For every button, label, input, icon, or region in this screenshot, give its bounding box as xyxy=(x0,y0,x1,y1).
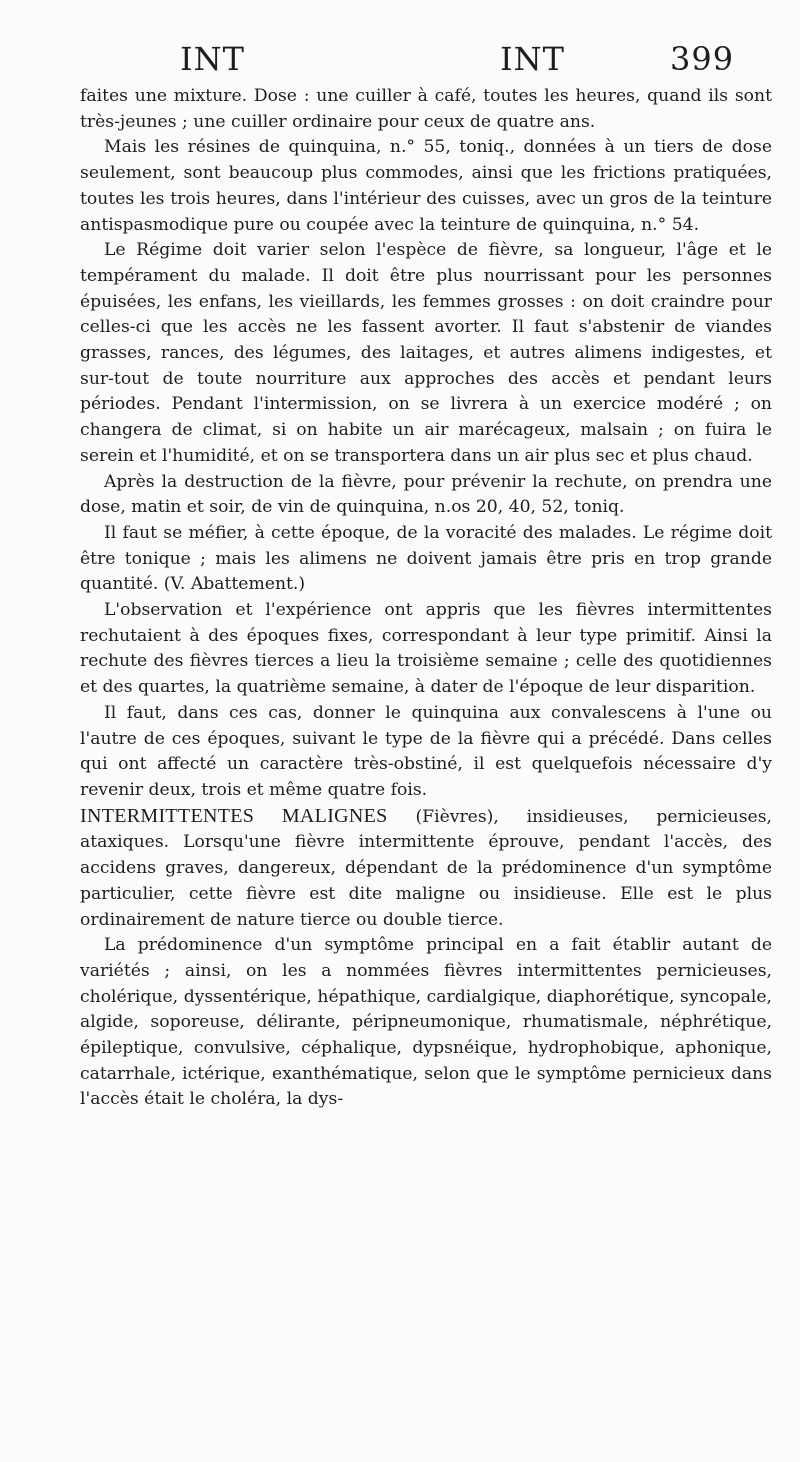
paragraph-rechute-prevention: Après la destruction de la fièvre, pour prévenir la rechute, on prendra une dose, matin et soir, de vin de quinquina, n.os 20, 40, 52, toniq. xyxy=(80,471,772,518)
header-right-keyword: INT xyxy=(500,40,565,78)
entry-headword: INTERMITTENTES MALIGNES xyxy=(80,804,388,827)
entry-definition: (Fièvres), insidieuses, pernicieuses, ataxiques. Lorsqu'une fièvre intermittente éprouve, pendant l'accès, des accidens graves, dangereux, dépendant de la prédominence d'un symptôme particulier, cette fièvre est dite maligne ou insidieuse. Elle est le plus ordinairement de nature tierce ou double tierce. xyxy=(80,806,773,930)
paragraph-regime: Le Régime doit varier selon l'espèce de fièvre, sa longueur, l'âge et le tempérament du malade. Il doit être plus nourrissant pour les personnes épuisées, les enfans, les vieillards, les femmes grosses : on doit craindre pour celles-ci que les accès ne les fassent avorter. Il faut s'abstenir de viandes grasses, rances, des légumes, des laitages, et autres alimens indigestes, et sur-tout de toute nourriture aux approches des accès et pendant leurs périodes. Pendant l'intermission, on se livrera à un exercice modéré ; on changera de climat, si on habite un air marécageux, malsain ; on fuira le serein et l'humidité, et on se transportera dans un air plus sec et plus chaud. xyxy=(80,240,772,466)
paragraph-observation: L'observation et l'expérience ont appris que les fièvres intermittentes rechutaient à des époques fixes, correspondant à leur type primitif. Ainsi la rechute des fièvres tierces a lieu la troisième semaine ; celle des quotidiennes et des quartes, la quatrième semaine, à dater de l'époque de leur disparition. xyxy=(80,600,772,698)
paragraph-convalescens: Il faut, dans ces cas, donner le quinquina aux convalescens à l'une ou l'autre de ces époques, suivant le type de la fièvre qui a précédé. Dans celles qui ont affecté un caractère très-obstiné, il est quelquefois nécessaire d'y revenir deux, trois et même quatre fois. xyxy=(80,702,772,800)
page-number: 399 xyxy=(670,40,735,78)
paragraph-varietes: La prédominence d'un symptôme principal en a fait établir autant de variétés ; ainsi, on les a nommées fièvres intermittentes pernicieuses, cholérique, dyssentérique, hépathique, cardialgique, diaphorétique, syncopale, algide, soporeuse, délirante, péripneumonique, rhumatismale, néphrétique, épileptique, convulsive, céphalique, dypsnéique, hydrophobique, aphonique, catarrhale, ictérique, exanthématique, selon que le symptôme pernicieux dans l'accès était le choléra, la dys- xyxy=(80,935,772,1110)
running-header xyxy=(80,40,772,84)
body-text xyxy=(80,84,772,1113)
paragraph-voracite: Il faut se méfier, à cette époque, de la voracité des malades. Le régime doit être tonique ; mais les alimens ne doivent jamais être pris en trop grande quantité. (V. Abattement.) xyxy=(80,522,772,595)
paragraph-dose: faites une mixture. Dose : une cuiller à café, toutes les heures, quand ils sont très-jeunes ; une cuiller ordinaire pour ceux de quatre ans. xyxy=(80,86,772,132)
header-left-keyword: INT xyxy=(180,40,245,78)
paragraph-resines: Mais les résines de quinquina, n.° 55, toniq., données à un tiers de dose seulement, sont beaucoup plus commodes, ainsi que les frictions pratiquées, toutes les trois heures, dans l'intérieur des cuisses, avec un gros de la teinture antispasmodique pure ou coupée avec la teinture de quinquina, n.° 54. xyxy=(80,137,772,235)
entry-intermittentes-malignes xyxy=(80,804,772,934)
